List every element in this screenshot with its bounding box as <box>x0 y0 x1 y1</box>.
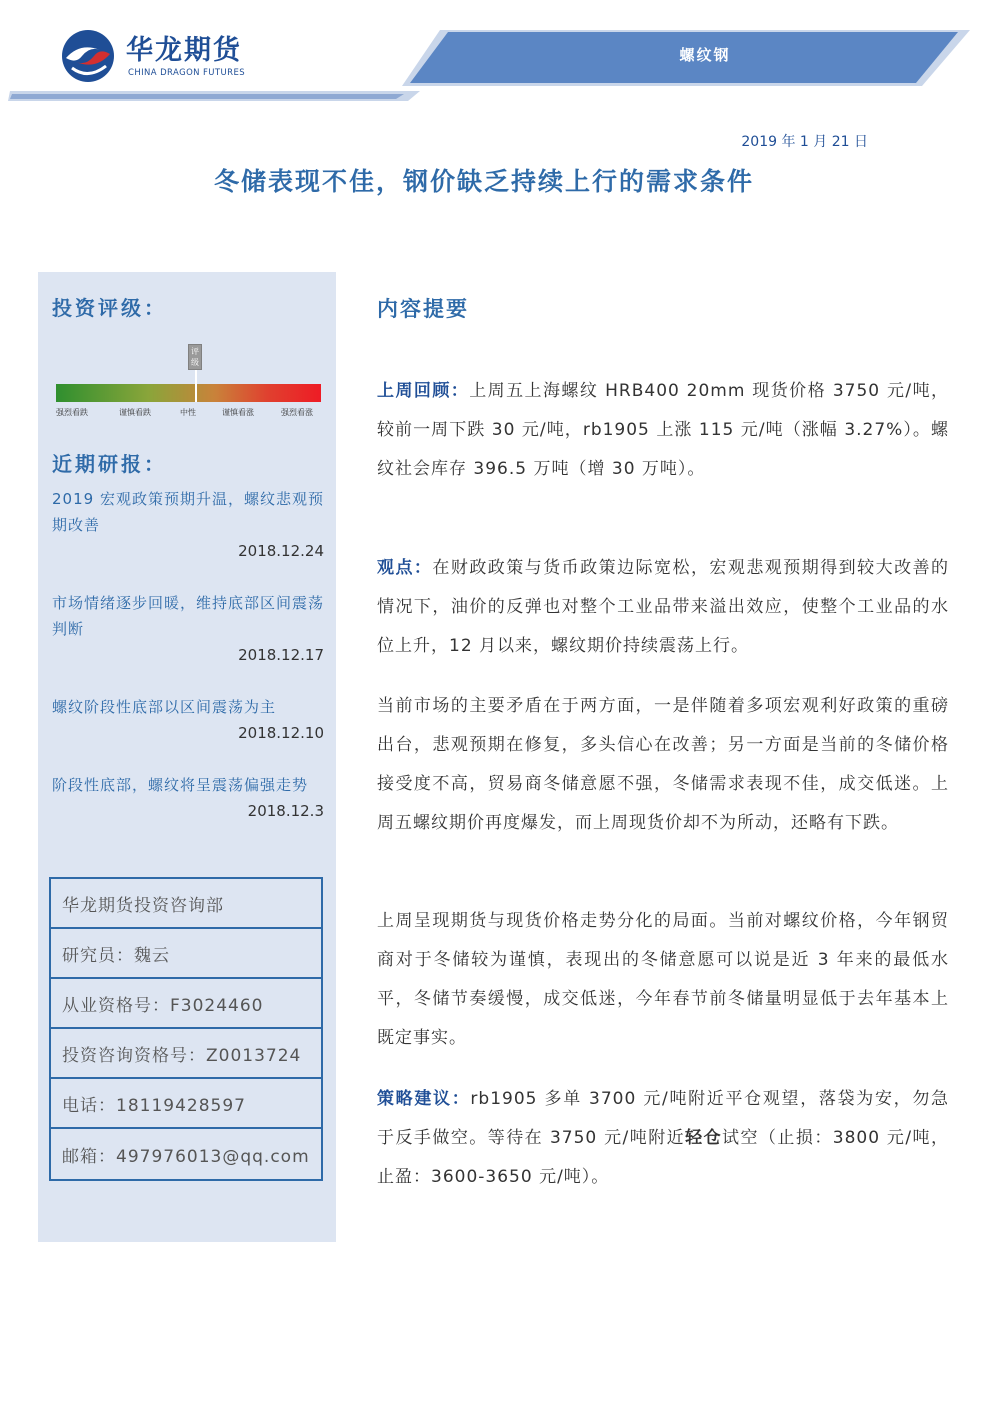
market-paragraph: 当前市场的主要矛盾在于两方面，一是伴随着多项宏观利好政策的重磅出台，悲观预期在修复，多头信心在改善；另一方面是当前的冬储价格接受度不高，贸易商冬储意愿不强，冬储需求表现不佳，成交低迷。上周五螺纹期价再度爆发，而上周现货价却不为所动，还略有下跌。 <box>377 696 949 833</box>
strategy-paragraph <box>377 1080 949 1197</box>
strategy-text-end: 试空（止损：3800 元/吨，止盈：3600-3650 元/吨）。 <box>377 1128 949 1187</box>
strategy-text: rb1905 多单 3700 元/吨附近平仓观望，落袋为安，勿急于反手做空。等待在 3750 元/吨附近 <box>377 1089 950 1148</box>
report-link[interactable]: 市场情绪逐步回暖，维持底部区间震荡判断 <box>52 594 325 638</box>
gauge-marker-label: 评级 <box>188 344 202 370</box>
gauge-label: 谨慎看涨 <box>222 408 254 417</box>
review-text: 上周五上海螺纹 HRB400 20mm 现货价格 3750 元/吨，较前一周下跌 30 元/吨，rb1905 上涨 115 元/吨（涨幅 3.27%）。螺纹社会库存 396.5 万吨（增 30 万吨）。 <box>377 381 950 479</box>
sidebar <box>38 272 336 1242</box>
gauge-label: 中性 <box>180 408 196 417</box>
recent-reports-heading: 近期研报： <box>52 452 167 476</box>
report-title: 冬储表现不佳，钢价缺乏持续上行的需求条件 <box>213 167 754 196</box>
company-logo <box>60 26 260 86</box>
report-link[interactable]: 2019 宏观政策预期升温，螺纹悲观预期改善 <box>52 490 324 534</box>
banner-label: 螺纹钢 <box>679 46 731 64</box>
report-link-date: 2018.12.10 <box>238 724 324 742</box>
gauge-marker-line <box>195 370 197 402</box>
contact-advisory-license: 投资咨询资格号：Z0013724 <box>51 1029 321 1079</box>
report-link-date: 2018.12.17 <box>238 646 324 664</box>
spot-futures-paragraph: 上周呈现期货与现货价格走势分化的局面。当前对螺纹价格，今年钢贸商对于冬储较为谨慎，表现出的冬储意愿可以说是近 3 年来的最低水平，冬储节奏缓慢，成交低迷，今年春节前冬储量明显低于去年基本上既定事实。 <box>377 911 949 1048</box>
rating-heading: 投资评级： <box>52 296 167 320</box>
strategy-label: 策略建议： <box>377 1089 471 1109</box>
contact-license: 从业资格号：F3024460 <box>51 979 321 1029</box>
report-date: 2019 年 1 月 21 日 <box>741 134 868 150</box>
rating-gauge <box>56 344 322 417</box>
view-text: 在财政政策与货币政策边际宽松，宏观悲观预期得到较大改善的情况下，油价的反弹也对整个工业品带来溢出效应，使整个工业品的水位上升，12 月以来，螺纹期价持续震荡上行。 <box>377 558 950 656</box>
contact-email[interactable]: 邮箱：497976013@qq.com <box>62 1146 310 1167</box>
report-link-date: 2018.12.24 <box>238 542 324 560</box>
company-name-english: CHINA DRAGON FUTURES <box>128 68 246 78</box>
report-link-date: 2018.12.3 <box>247 802 324 820</box>
view-label: 观点： <box>377 558 433 578</box>
gauge-label: 强烈看跌 <box>56 408 88 417</box>
report-link[interactable]: 螺纹阶段性底部以区间震荡为主 <box>52 698 277 716</box>
contact-box <box>49 877 323 1181</box>
contact-researcher: 研究员：魏云 <box>51 929 321 979</box>
contact-department: 华龙期货投资咨询部 <box>51 879 321 929</box>
report-link[interactable]: 阶段性底部，螺纹将呈震荡偏强走势 <box>52 776 309 794</box>
review-label: 上周回顾： <box>377 381 470 401</box>
summary-heading: 内容提要 <box>377 297 469 321</box>
gauge-marker <box>188 344 204 370</box>
company-name: 华龙期货 <box>126 35 242 66</box>
gauge-label: 谨慎看跌 <box>119 408 151 417</box>
gauge-color-bar <box>56 384 321 402</box>
view-paragraph <box>377 549 949 666</box>
contact-phone: 电话：18119428597 <box>51 1079 321 1129</box>
review-paragraph <box>377 372 949 489</box>
gauge-label: 强烈看涨 <box>281 408 313 417</box>
strategy-bold-text: 轻仓 <box>685 1128 723 1148</box>
dragon-logo-icon <box>60 28 116 84</box>
